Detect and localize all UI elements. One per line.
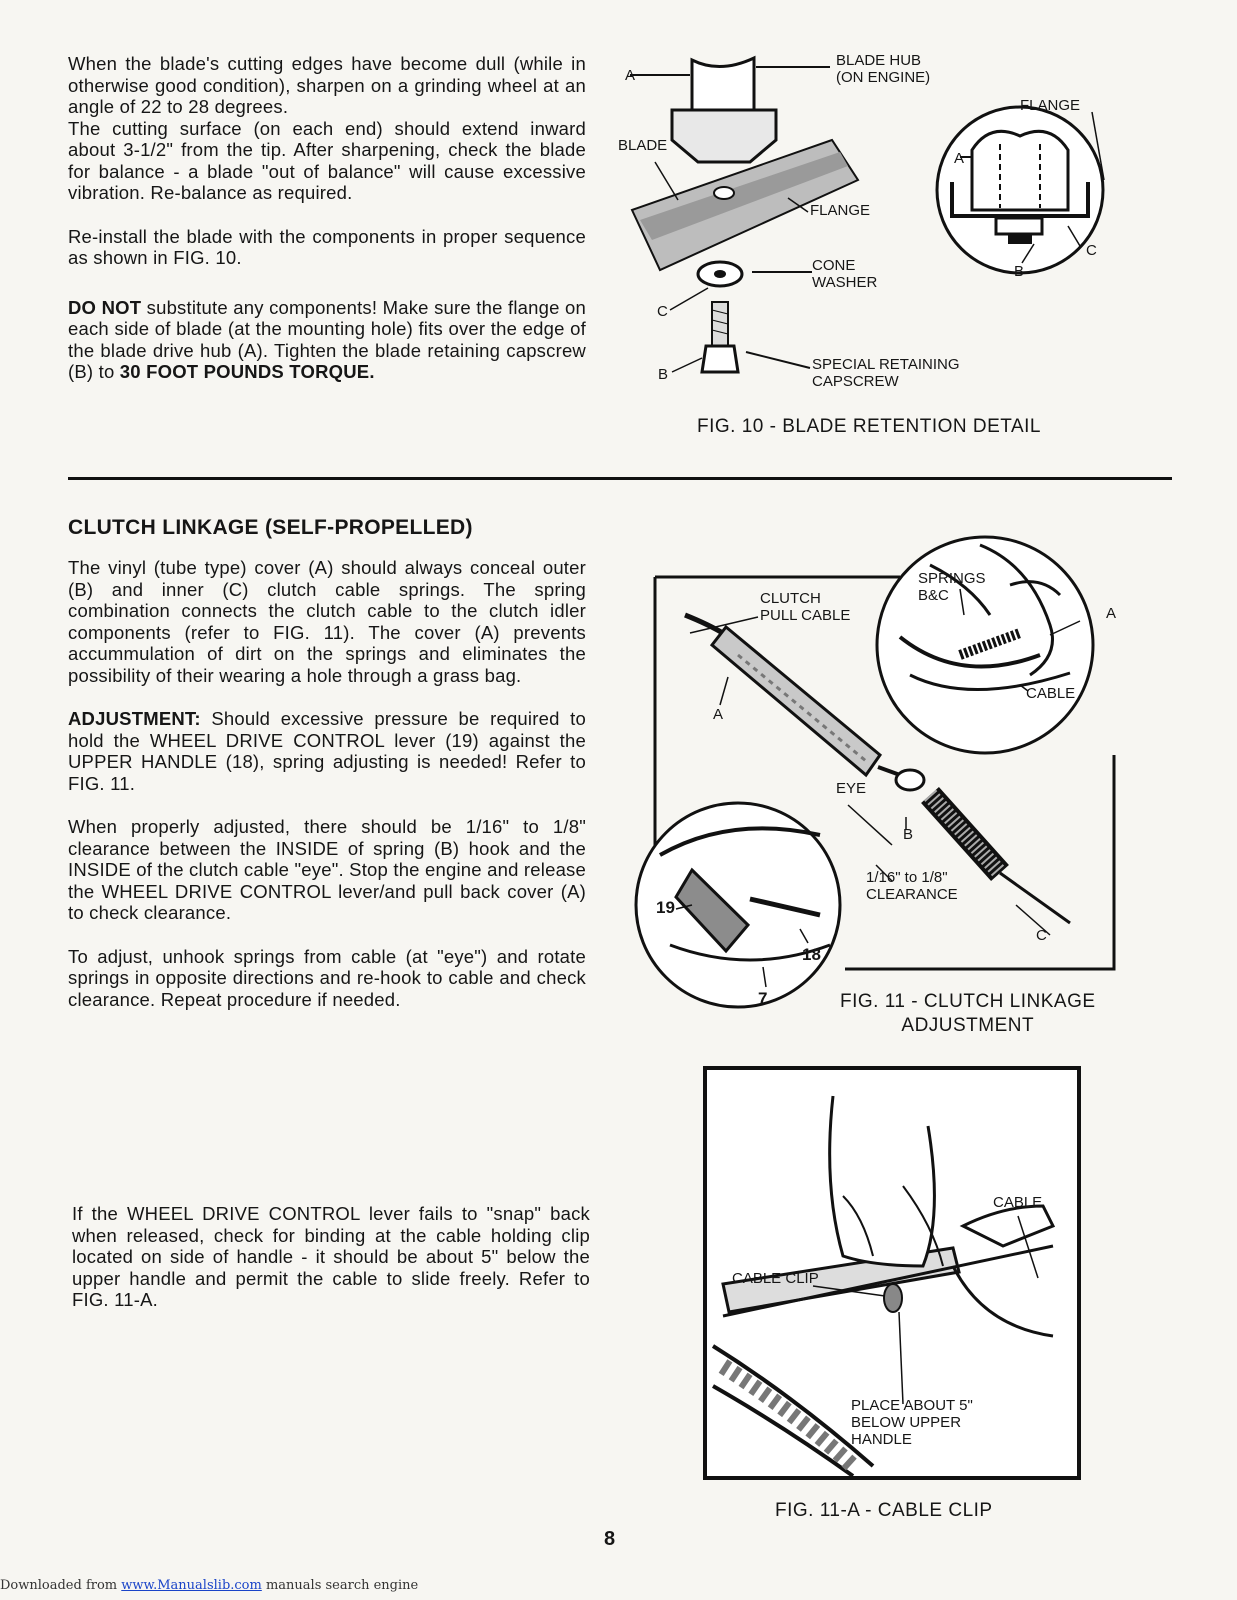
fig11-label-7: 7 bbox=[758, 989, 768, 1008]
fig11-label-b: B bbox=[903, 826, 914, 843]
clutch-adjustment-paragraph bbox=[68, 708, 586, 794]
fig11-label-clutch-pull-cable: CLUTCH PULL CABLE bbox=[760, 590, 851, 624]
clutch-instructions bbox=[68, 557, 586, 1032]
fig11-label-clearance: 1/16" to 1/8" CLEARANCE bbox=[866, 869, 958, 903]
adjustment-emphasis: ADJUSTMENT: bbox=[68, 708, 201, 729]
fig11-label-18: 18 bbox=[802, 945, 821, 964]
fig11-label-19: 19 bbox=[656, 898, 675, 917]
fig10-label-cone-washer: CONE WASHER bbox=[812, 257, 878, 291]
blade-do-not-paragraph bbox=[68, 297, 586, 383]
fig10-label-b: B bbox=[658, 366, 669, 383]
blade-cutting-surface-paragraph: The cutting surface (on each end) should extend inward about 3-1/2" from the tip. After sharpening, check the blade for balance - a blade "out of balance" will cause excessive vibration. Re-balance as required. bbox=[68, 117, 586, 203]
fig11a-label-cable-clip: CABLE CLIP bbox=[732, 1270, 819, 1287]
fig11a-caption: FIG. 11-A - CABLE CLIP bbox=[775, 1500, 993, 1521]
blade-sharpen-paragraph: When the blade's cutting edges have become dull (while in otherwise good condition), sharpen on a grinding wheel at an angle of 22 to 28 degrees. bbox=[68, 53, 586, 117]
fig11-label-a-left: A bbox=[713, 706, 724, 723]
clutch-cover-paragraph: The vinyl (tube type) cover (A) should always conceal outer (B) and inner (C) clutch cable springs. The spring combination connects the clutch cable to the clutch idler components (refer to FIG. 11). The cover (A) prevents accummulation of dirt on the springs and eliminates the possibility of their wearing a hole through a grass bag. bbox=[68, 557, 586, 686]
do-not-text: substitute any components! Make sure the flange on each side of blade (at the mounting hole) fits over the edge of the blade drive hub (A). Tighten the blade retaining capscrew (B) to bbox=[68, 296, 586, 382]
page-number: 8 bbox=[604, 1528, 616, 1550]
adjustment-text: Should excessive pressure be required to hold the WHEEL DRIVE CONTROL lever (19) against the UPPER HANDLE (18), spring adjusting is needed! Refer to FIG. 11. bbox=[68, 708, 586, 794]
fig11a-label-cable: CABLE bbox=[993, 1194, 1043, 1211]
footer-suffix: manuals search engine bbox=[261, 1578, 419, 1593]
fig10-inset-a: A bbox=[954, 150, 965, 167]
fig11-label-a-right: A bbox=[1106, 605, 1117, 622]
fig11a-label-place: PLACE ABOUT 5" BELOW UPPER HANDLE bbox=[851, 1397, 973, 1448]
do-not-emphasis: DO NOT bbox=[68, 296, 142, 318]
fig10-label-blade-hub: BLADE HUB (ON ENGINE) bbox=[836, 52, 931, 86]
manualslib-link[interactable]: www.Manualslib.com bbox=[121, 1578, 262, 1593]
fig10-label-special-capscrew: SPECIAL RETAINING CAPSCREW bbox=[812, 356, 960, 390]
fig10-label-c: C bbox=[657, 303, 668, 320]
fig11-label-springs: SPRINGS B&C bbox=[918, 570, 986, 604]
fig10-label-flange: FLANGE bbox=[810, 202, 871, 219]
fig11-label-cable: CABLE bbox=[1026, 685, 1076, 702]
fig11-label-eye: EYE bbox=[836, 780, 867, 797]
fig10-inset-flange: FLANGE bbox=[1020, 97, 1081, 114]
blade-reinstall-paragraph: Re-install the blade with the components in proper sequence as shown in FIG. 10. bbox=[68, 225, 586, 268]
fig10-label-a: A bbox=[625, 67, 636, 84]
blade-instructions bbox=[68, 53, 586, 405]
clutch-clearance-paragraph: When properly adjusted, there should be 1/16" to 1/8" clearance between the INSIDE of spring (B) hook and the INSIDE of the clutch cable "eye". Stop the engine and release the WHEEL DRIVE CONTROL lever/and pull back cover (A) to check clearance. bbox=[68, 816, 586, 923]
fig11-label-c: C bbox=[1036, 927, 1047, 944]
fig10-blade-drawing bbox=[600, 40, 1200, 460]
fig10-inset-c: C bbox=[1086, 242, 1097, 259]
fig10-label-blade: BLADE bbox=[618, 137, 668, 154]
fig10-caption: FIG. 10 - BLADE RETENTION DETAIL bbox=[697, 416, 1041, 437]
fig11-clutch-drawing bbox=[630, 505, 1120, 1025]
fig11-caption: FIG. 11 - CLUTCH LINKAGE ADJUSTMENT bbox=[840, 991, 1096, 1036]
cable-clip-paragraph: If the WHEEL DRIVE CONTROL lever fails to "snap" back when released, check for binding at the cable holding clip located on side of handle - it should be about 5" below the upper handle and permit the cable to slide freely. Refer to FIG. 11-A. bbox=[72, 1203, 590, 1310]
footer-prefix: Downloaded from bbox=[0, 1578, 122, 1593]
torque-emphasis: 30 FOOT POUNDS TORQUE. bbox=[119, 361, 375, 382]
fig10-inset-b: B bbox=[1014, 263, 1025, 280]
clutch-rehook-paragraph: To adjust, unhook springs from cable (at "eye") and rotate springs in opposite directions and re-hook to cable and check clearance. Repeat procedure if needed. bbox=[68, 945, 586, 1010]
section-divider bbox=[68, 477, 1172, 480]
clutch-linkage-heading: CLUTCH LINKAGE (SELF-PROPELLED) bbox=[68, 516, 473, 539]
cable-clip-instructions bbox=[72, 1203, 590, 1333]
download-footer bbox=[0, 1578, 418, 1593]
